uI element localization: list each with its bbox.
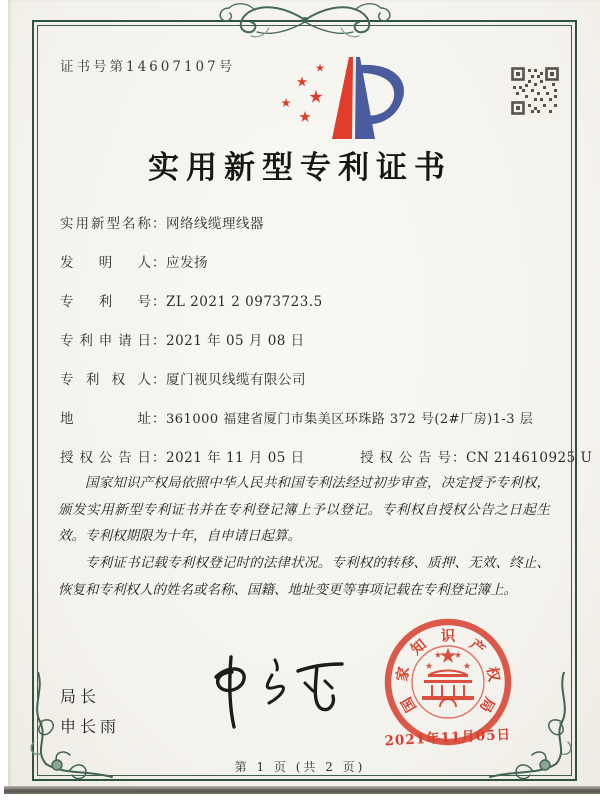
field-colon: ： — [452, 450, 466, 466]
seal-char: 产 — [466, 635, 489, 659]
official-seal — [372, 608, 528, 774]
field-row-grant — [60, 446, 593, 466]
seal-char: 权 — [483, 665, 503, 683]
field-value: 应发扬 — [166, 255, 208, 271]
field-row-inventor — [60, 251, 560, 271]
seal-char: 知 — [407, 635, 430, 659]
field-colon: ： — [152, 216, 166, 232]
field-colon: ： — [152, 294, 166, 310]
seal-char: 局 — [476, 693, 498, 716]
field-colon: ： — [152, 450, 166, 466]
field-row-filing-date — [60, 329, 560, 349]
signer-name: 申长雨 — [60, 717, 121, 737]
field-value: 2021 年 11 月 05 日 — [166, 450, 305, 466]
field-label: 实用新型名称 — [60, 216, 152, 232]
field-row-name — [60, 212, 560, 232]
field-colon: ： — [152, 255, 166, 271]
grant-number-pair — [360, 446, 592, 466]
legal-paragraph-1: 国家知识产权局依照中华人民共和国专利法经过初步审查，决定授予专利权，颁发实用新型专利证书并在专利登记簿上予以登记。专利权自授权公告之日起生效。专利权期限为十年，自申请日起算。 — [58, 475, 550, 545]
field-value: CN 214610925 U — [466, 450, 593, 466]
legal-text — [58, 470, 550, 604]
field-row-address — [60, 407, 560, 427]
field-label: 地址 — [60, 411, 152, 427]
field-row-patent-number — [60, 290, 560, 310]
signer-block — [60, 682, 120, 743]
legal-paragraph-2: 专利证书记载专利权登记时的法律状况。专利权的转移、质押、无效、终止、恢复和专利权人的姓名或名称、国籍、地址变更等事项记载在专利登记簿上。 — [58, 555, 550, 598]
seal-date: 2021年11月05日 — [384, 726, 512, 750]
field-label: 授权公告号 — [360, 450, 452, 466]
field-list — [60, 212, 593, 485]
page-number: 第 1 页 (共 2 页) — [234, 760, 366, 774]
field-row-patentee — [60, 368, 560, 388]
cnipa-logo-icon — [252, 52, 417, 144]
field-colon: ： — [152, 372, 166, 388]
field-label: 发明人 — [60, 255, 152, 271]
certificate-title: 实用新型专利证书 — [148, 150, 452, 186]
field-label: 专利号 — [60, 294, 152, 310]
field-value: 361000 福建省厦门市集美区环珠路 372 号(2#厂房)1-3 层 — [166, 412, 534, 427]
field-label: 授权公告日 — [60, 450, 152, 466]
director-signature — [178, 645, 368, 745]
field-value: 2021 年 05 月 08 日 — [166, 333, 305, 349]
page-edge-shadow — [4, 786, 600, 794]
signer-title: 局长 — [60, 687, 101, 706]
qr-code — [510, 66, 560, 116]
seal-char: 识 — [440, 628, 456, 645]
field-value: 网络线缆理线器 — [166, 216, 264, 232]
field-value: ZL 2021 2 0973723.5 — [166, 294, 323, 310]
field-label: 专利权人 — [60, 372, 152, 388]
certificate-number: 证书号第14607107号 — [60, 59, 236, 75]
seal-char: 国 — [398, 693, 420, 716]
field-colon: ： — [152, 333, 166, 349]
seal-char: 家 — [393, 665, 413, 683]
field-colon: ： — [152, 411, 166, 427]
field-label: 专利申请日 — [60, 333, 152, 349]
field-value: 厦门视贝线缆有限公司 — [166, 372, 306, 388]
